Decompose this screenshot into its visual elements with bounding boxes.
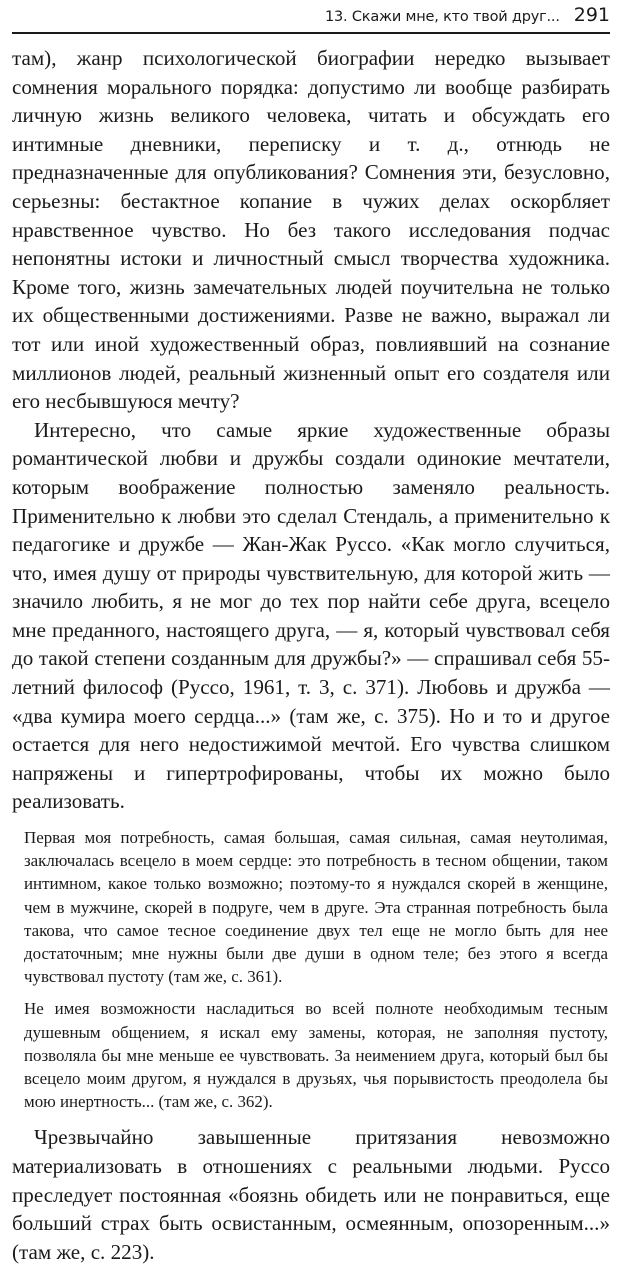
paragraph-continued: там), жанр психологической биографии нередко вызывает сомнения морального порядка: допустимо ли вообще разбирать личную жизнь великого человека, читать и обсуждать его интимные дневники, переписку и т. д., отнюдь не предназначенные для опубликования? Сомнения эти, безусловно, серьезны: бестактное копание в чужих делах оскорбляет нравственное чувство. Но без такого исследования подчас непонятны истоки и личностный смысл творчества художника. Кроме того, жизнь замечательных людей поучительна не только их общественными достижениями. Разве не важно, выражал ли тот или иной художественный образ, повлиявший на сознание миллионов людей, реальный жизненный опыт его создателя или его несбывшуюся мечту? [12,46,610,414]
running-title: 13. Скажи мне, кто твой друг... [325,9,560,25]
page-number: 291 [573,4,610,26]
block-quote-first: Первая моя потребность, самая большая, самая сильная, самая неутолимая, заключалась всецело в моем сердце: это потребность в тесном общении, таком интимном, какое только возможно; поэтому-то я нуждался скорей в женщине, чем в мужчине, скорей в подруге, чем в друге. Эта странная потребность была такова, что самое тесное соединение двух тел еще не могло быть для нее достаточным; мне нужны были две души в одном теле; без этого я всегда чувствовал пустоту (там же, с. 361). [24,828,608,987]
header-rule [12,32,610,34]
running-header [12,0,610,30]
block-quote-second: Не имея возможности насладиться во всей полноте необходимым тесным душевным общением, я искал ему замены, которая, не заполняя пустоту, позволяла бы мне меньше ее чувствовать. За неимением друга, который был бы всецело моим другом, я нуждался в друзьях, чья порывистость преодолела бы мою инертность... (там же, с. 362). [24,999,608,1112]
paragraph-closing: Чрезвычайно завышенные притязания невозможно материализовать в отношениях с реальными людьми. Руссо преследует постоянная «боязнь обидеть или не понравиться, еще больший страх быть освистанным, осмеянным, опозоренным...» (там же, с. 223). [12,1125,610,1264]
paragraph-rousseau: Интересно, что самые яркие художественные образы романтической любви и дружбы создали одинокие мечтатели, которым воображение полностью заменяло реальность. Применительно к любви это сделал Стендаль, а применительно к педагогике и дружбе — Жан-Жак Руссо. «Как могло случиться, что, имея душу от природы чувствительную, для которой жить — значило любить, я не мог до тех пор найти себе друга, всецело мне преданного, настоящего друга, — я, который чувствовал себя до такой степени созданным для дружбы?» — спрашивал себя 55-летний философ (Руссо, 1961, т. 3, с. 371). Любовь и дружба — «два кумира моего сердца...» (там же, с. 375). Но и то и другое остается для него недостижимой мечтой. Его чувства слишком напряжены и гипертрофированы, чтобы их можно было реализовать. [12,417,610,814]
